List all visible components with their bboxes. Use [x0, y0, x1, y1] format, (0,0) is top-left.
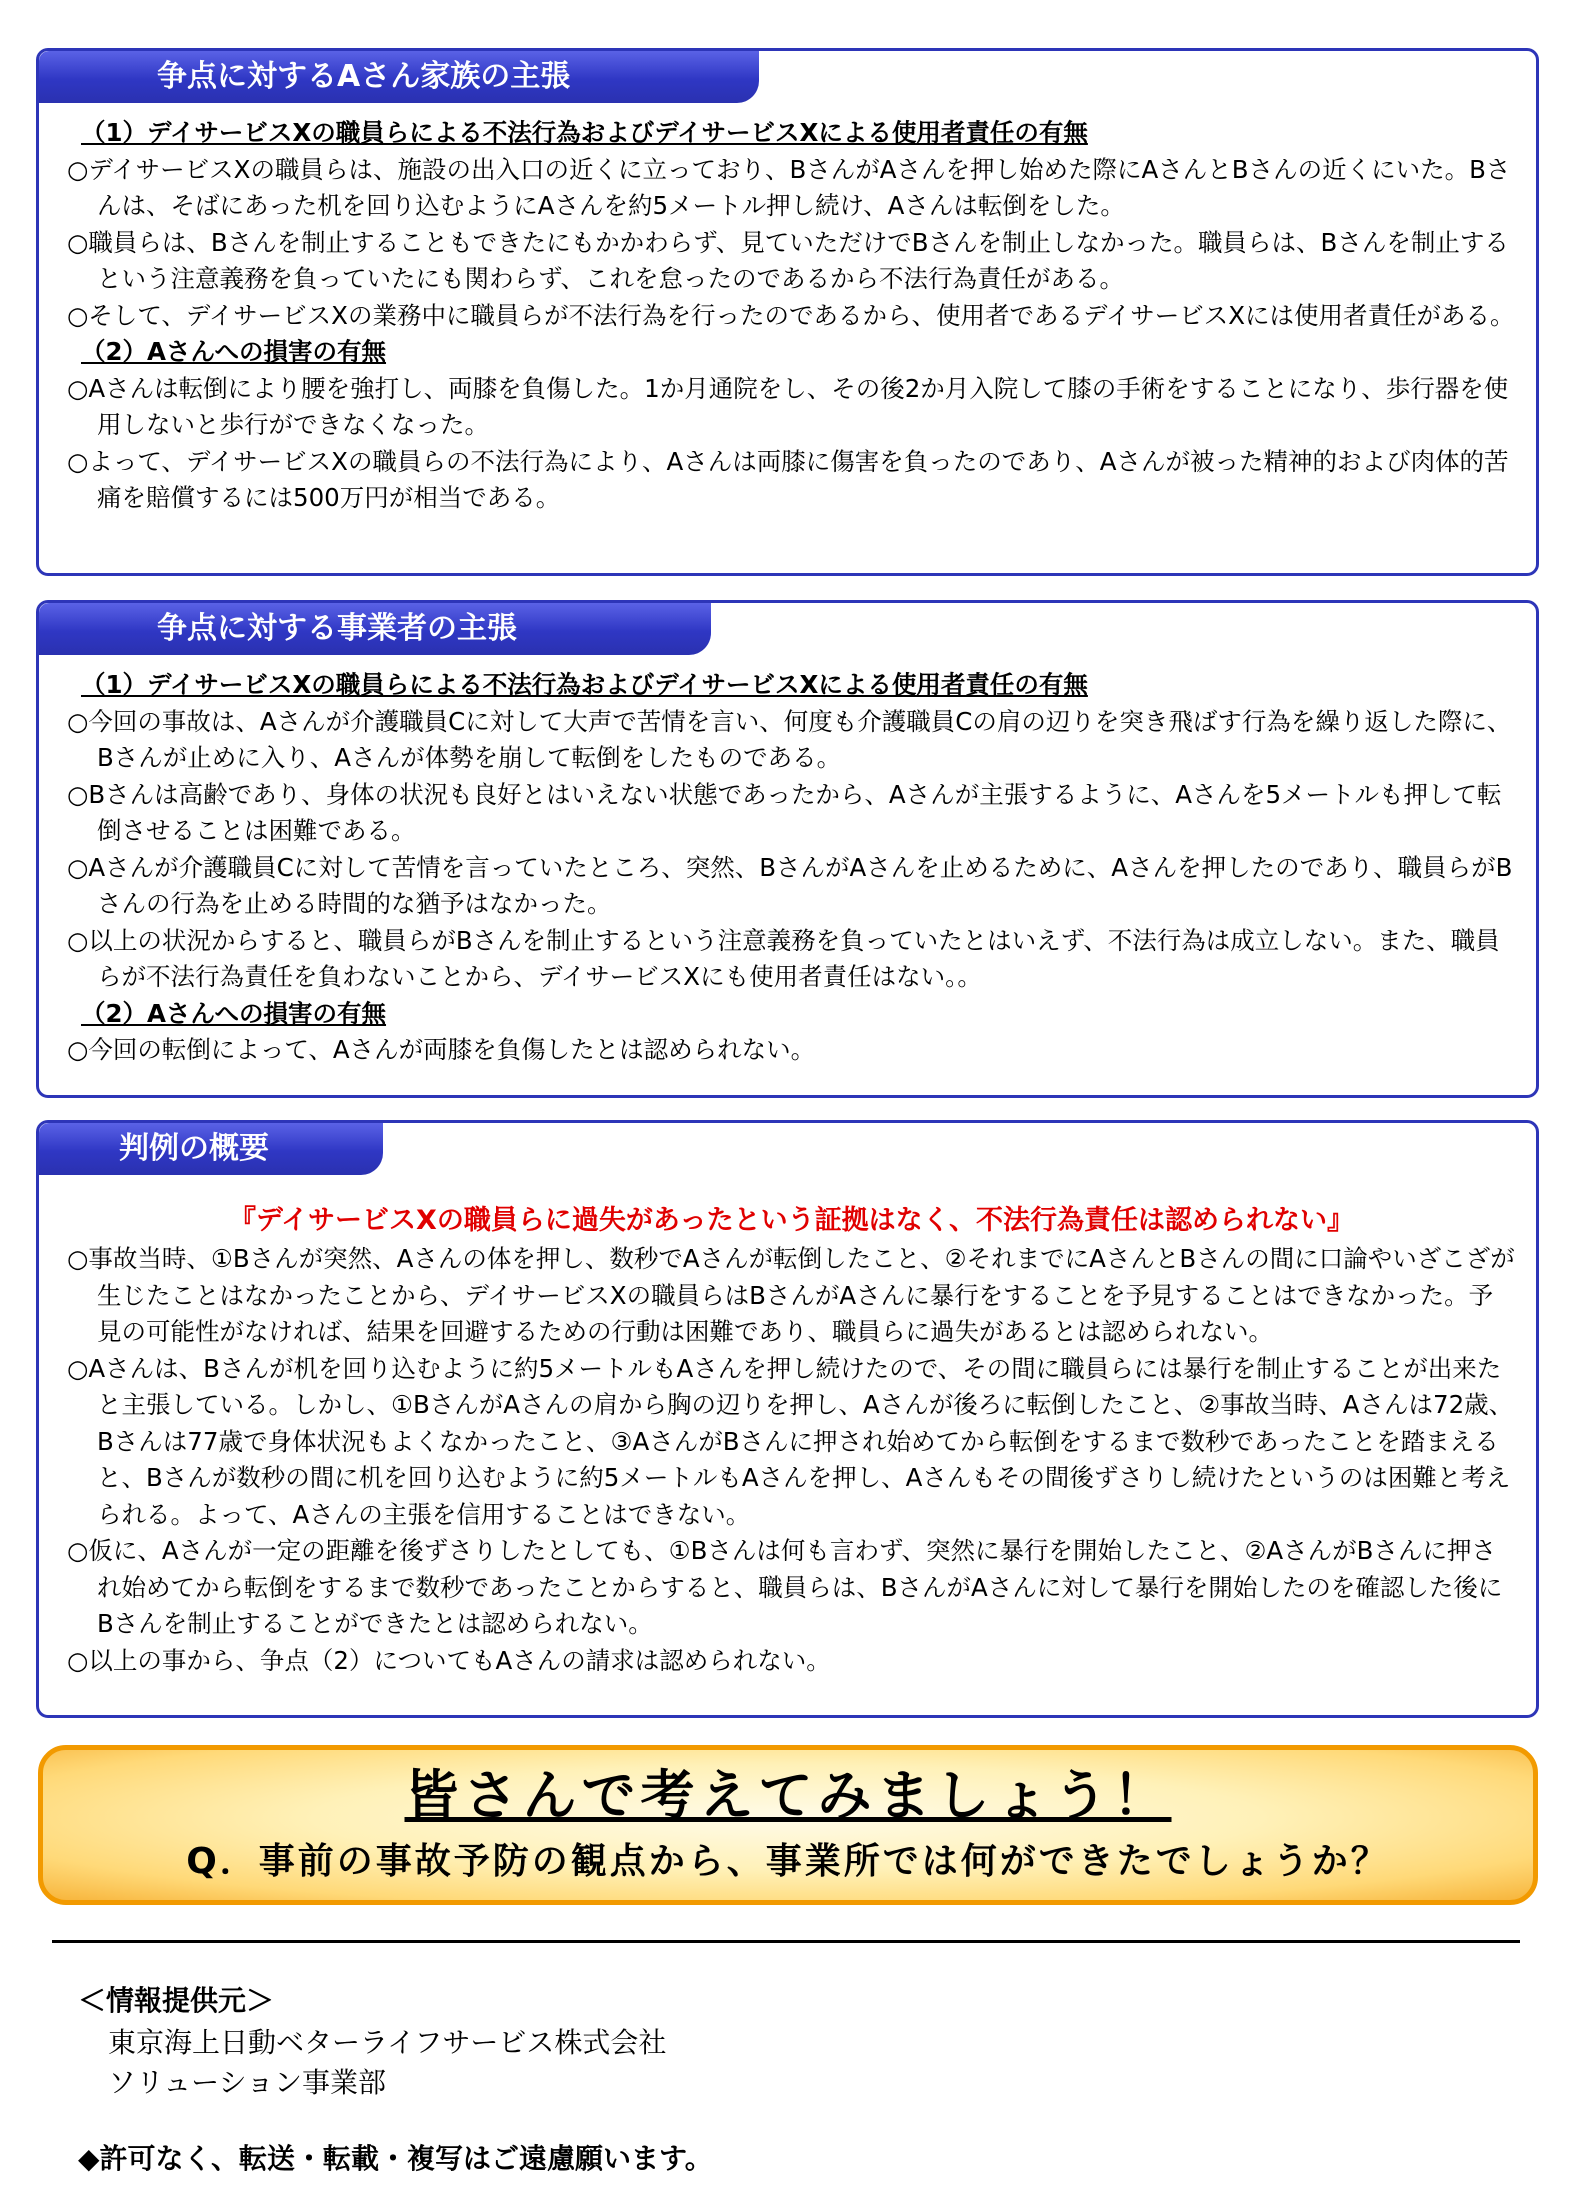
- paragraph: ○Aさんが介護職員Cに対して苦情を言っていたところ、突然、BさんがAさんを止めるために、Aさんを押したのであり、職員らがBさんの行為を止める時間的な猶予はなかった。: [67, 852, 1513, 918]
- paragraph: ○Aさんは、Bさんが机を回り込むように約5メートルもAさんを押し続けたので、その間に職員らには暴行を制止することが出来たと主張している。しかし、①BさんがAさんの肩から胸の辺りを押し、Aさんが後ろに転倒したこと、②事故当時、Aさんは72歳、Bさんは77歳で身体状況もよくなかったこと、③AさんがBさんに押され始めてから転倒をするまで数秒であったことを踏まえると、Bさんが数秒の間に机を回り込むように約5メートルもAさんを押し、Aさんもその間後ずさりし続けたというのは困難と考えられる。よって、Aさんの主張を信用することはできない。: [67, 1353, 1514, 1529]
- paragraph: ○Aさんは転倒により腰を強打し、両膝を負傷した。1か月通院をし、その後2か月入院して膝の手術をすることになり、歩行器を使用しないと歩行ができなくなった。: [67, 373, 1509, 439]
- family-claims-panel: [36, 48, 1539, 576]
- subheading: （1）デイサービスXの職員らによる不法行為およびデイサービスXによる使用者責任の有無: [81, 118, 1088, 147]
- source-heading: ＜情報提供元＞: [78, 1984, 275, 2017]
- paragraph: ○デイサービスXの職員らは、施設の出入口の近くに立っており、BさんがAさんを押し始めた際にAさんとBさんの近くにいた。Bさんは、そばにあった机を回り込むようにAさんを約5メートル押し続け、Aさんは転倒をした。: [67, 154, 1511, 220]
- source-company: 東京海上日動ベターライフサービス株式会社: [108, 2026, 667, 2059]
- section-title: 判例の概要: [39, 1123, 383, 1175]
- section-body: [67, 1201, 1516, 1679]
- paragraph: ○そして、デイサービスXの業務中に職員らが不法行為を行ったのであるから、使用者であるデイサービスXには使用者責任がある。: [67, 300, 1515, 330]
- callout-question: Q．事前の事故予防の観点から、事業所では何ができたでしょうか？: [186, 1841, 1390, 1882]
- section-body: [67, 667, 1516, 1069]
- copyright-notice: ◆許可なく、転送・転載・複写はご遠慮願います。: [78, 2142, 713, 2175]
- ruling-conclusion: 『デイサービスXの職員らに過失があったという証拠はなく、不法行為責任は認められない』: [228, 1205, 1355, 1236]
- case-summary-panel: [36, 1120, 1539, 1718]
- subheading: （2）Aさんへの損害の有無: [81, 337, 387, 366]
- divider: [52, 1940, 1520, 1943]
- section-title: 争点に対する事業者の主張: [39, 603, 711, 655]
- section-title: 争点に対するAさん家族の主張: [39, 51, 759, 103]
- subheading: （1）デイサービスXの職員らによる不法行為およびデイサービスXによる使用者責任の有無: [81, 670, 1088, 699]
- paragraph: ○よって、デイサービスXの職員らの不法行為により、Aさんは両膝に傷害を負ったのであり、Aさんが被った精神的および肉体的苦痛を賠償するには500万円が相当である。: [67, 446, 1509, 512]
- paragraph: ○事故当時、①Bさんが突然、Aさんの体を押し、数秒でAさんが転倒したこと、②それまでにAさんとBさんの間に口論やいざこざが生じたことはなかったことから、デイサービスXの職員らはBさんがAさんに暴行をすることを予見することはできなかった。予見の可能性がなければ、結果を回避するための行動は困難であり、職員らに過失があるとは認められない。: [67, 1244, 1515, 1346]
- section-body: [67, 115, 1516, 517]
- paragraph: ○以上の状況からすると、職員らがBさんを制止するという注意義務を負っていたとはいえず、不法行為は成立しない。また、職員らが不法行為責任を負わないことから、デイサービスXにも使用者責任はない。。: [67, 925, 1500, 991]
- subheading: （2）Aさんへの損害の有無: [81, 998, 387, 1028]
- discussion-callout: [38, 1745, 1538, 1905]
- paragraph: ○今回の転倒によって、Aさんが両膝を負傷したとは認められない。: [67, 1035, 816, 1064]
- paragraph: ○Bさんは高齢であり、身体の状況も良好とはいえない状態であったから、Aさんが主張するように、Aさんを5メートルも押して転倒させることは困難である。: [67, 779, 1502, 845]
- paragraph: ○仮に、Aさんが一定の距離を後ずさりしたとしても、①Bさんは何も言わず、突然に暴行を開始したこと、②AさんがBさんに押され始めてから転倒をするまで数秒であったことからすると、職員らは、BさんがAさんに対して暴行を開始したのを確認した後にBさんを制止することができたとは認められない。: [67, 1536, 1503, 1638]
- callout-title: 皆さんで考えてみましょう！: [404, 1764, 1172, 1827]
- paragraph: ○以上の事から、争点（2）についてもAさんの請求は認められない。: [67, 1645, 831, 1675]
- operator-claims-panel: [36, 600, 1539, 1098]
- paragraph: ○今回の事故は、Aさんが介護職員Cに対して大声で苦情を言い、何度も介護職員Cの肩の辺りを突き飛ばす行為を繰り返した際に、Bさんが止めに入り、Aさんが体勢を崩して転倒をしたものである。: [67, 706, 1512, 772]
- source-department: ソリューション事業部: [108, 2066, 387, 2099]
- paragraph: ○職員らは、Bさんを制止することもできたにもかかわらず、見ていただけでBさんを制止しなかった。職員らは、Bさんを制止するという注意義務を負っていたにも関わらず、これを怠ったのであるから不法行為責任がある。: [67, 227, 1509, 293]
